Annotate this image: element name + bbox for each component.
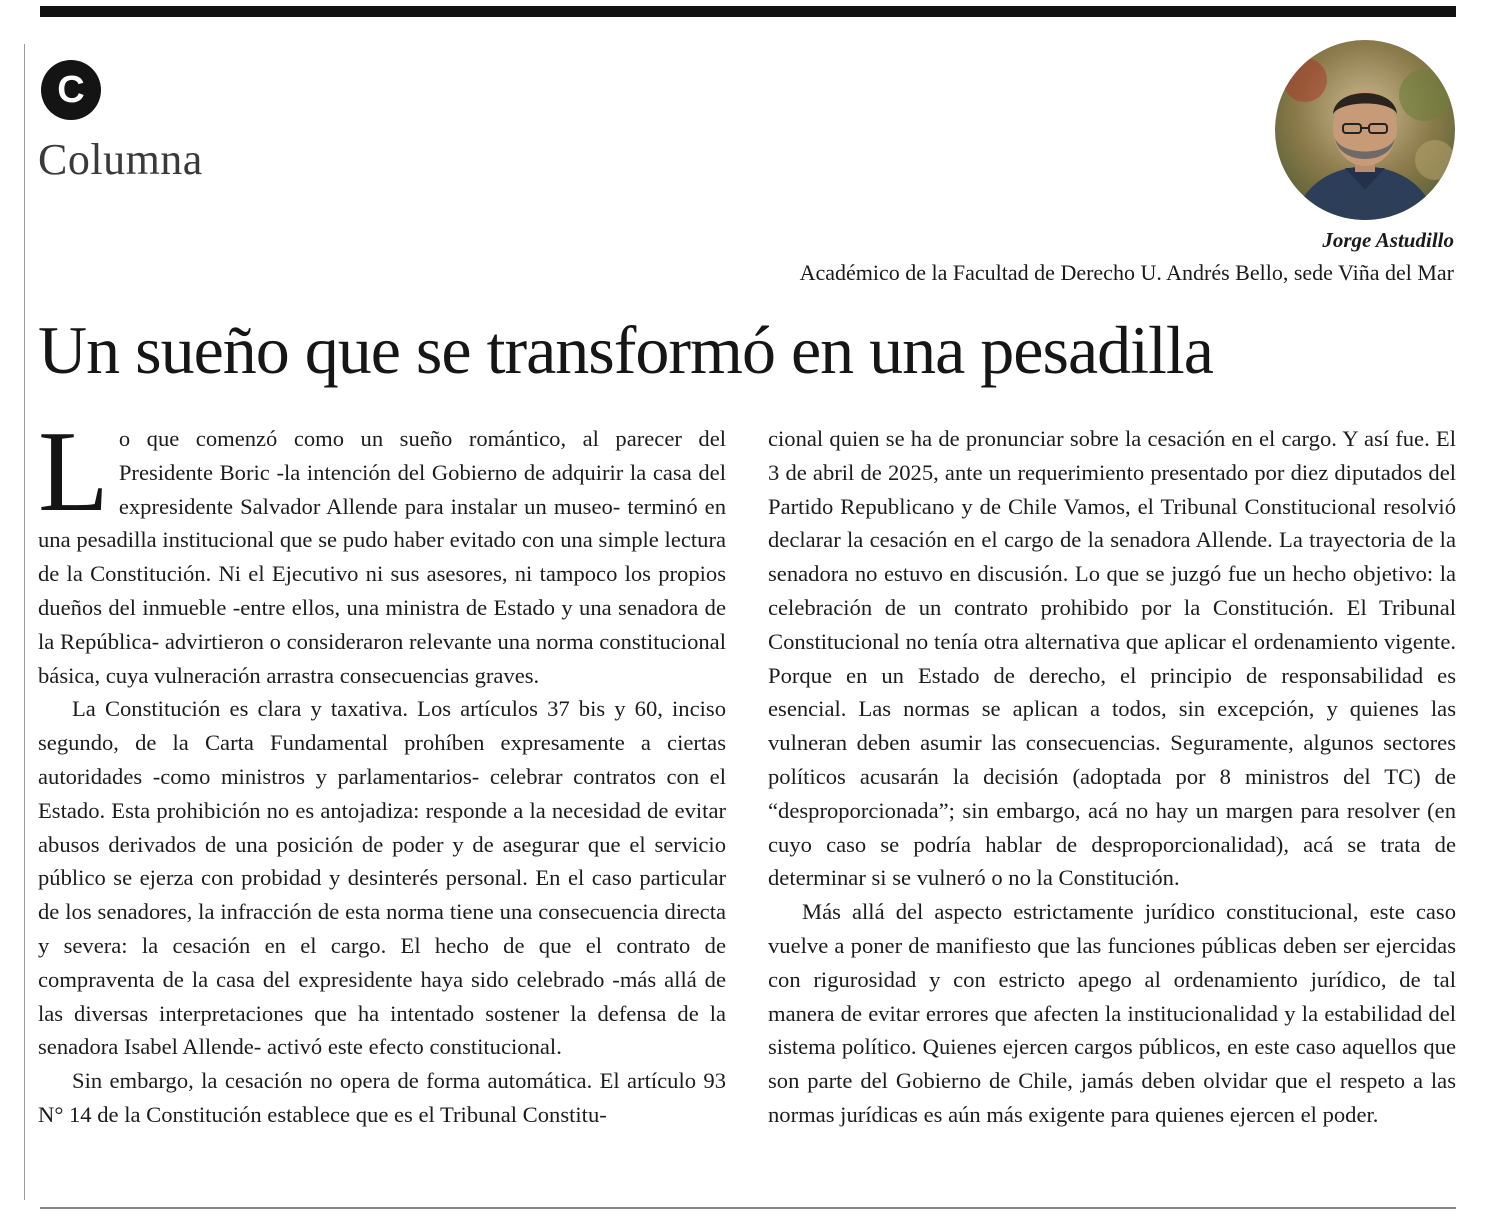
paragraph-3-continued: cional quien se ha de pronunciar sobre la cesación en el cargo. Y así fue. El 3 de abril de 2025, ante un requerimiento presentado por diez diputados del Partido Republicano y de Chile Vamos, el Tribunal Constitucional resolvió declarar la cesación en el cargo de la senadora Allende. La trayectoria de la senadora no estuvo en discusión. Lo que se juzgó fue un hecho objetivo: la celebración de un contrato prohibido por la Constitución. El Tribunal Constitucional no tenía otra alternativa que aplicar el ordenamiento vigente. Porque en un Estado de derecho, el principio de responsabilidad es esencial. Las normas se aplican a todos, sin excepción, y quienes las vulneran deben asumir las consecuencias. Seguramente, algunos sectores políticos acusarán la decisión (adoptada por 8 ministros del TC) de “desproporcionada”; sin embargo, acá no hay un margen para resolver (en cuyo caso se podría hablar de desproporcionalidad), acá se trata de determinar si se vulneró o no la Constitución. [768,426,1456,891]
paragraph-4: Más allá del aspecto estrictamente jurídico constitucional, este caso vuelve a poner de manifiesto que las funciones públicas deben ser ejercidas con rigurosidad y con estricto apego al ordenamiento jurídico, de tal manera de evitar errores que afecten la institucionalidad y la estabilidad del sistema político. Quienes ejercen cargos públicos, en este caso aquellos que son parte del Gobierno de Chile, jamás deben olvidar que el respeto a las normas jurídicas es aún más exigente para quienes ejercen el poder. [768,899,1456,1127]
section-badge-letter: C [57,68,85,111]
drop-cap: L [38,408,109,536]
paragraph-2: La Constitución es clara y taxativa. Los artículos 37 bis y 60, inciso segundo, de la Carta Fundamental prohíben expresamente a ciertas autoridades -como ministros y parlamentarios- celebrar contratos con el Estado. Esta prohibición no es antojadiza: responde a la necesidad de evitar abusos derivados de una posición de poder y de asegurar que el servicio público se ejerza con probidad y desinterés personal. En el caso particular de los senadores, la infracción de esta norma tiene una consecuencia directa y severa: la cesación en el cargo. El hecho de que el contrato de compraventa de la casa del expresidente haya sido celebrado -más allá de las diversas interpretaciones que ha intentado sostener la defensa de la senadora Isabel Allende- activó este efecto constitucional. [38,696,726,1060]
paragraph-1-text: o que comenzó como un sueño romántico, al parecer del Presidente Boric -la intención del Gobierno de adquirir la casa del expresidente Salvador Allende para instalar un museo- terminó en una pesadilla institucional que se pudo haber evitado con una simple lectura de la Constitución. Ni el Ejecutivo ni sus asesores, ni tampoco los propios dueños del inmueble -entre ellos, una ministra de Estado y una senadora de la República- advirtieron o consideraron relevante una norma constitucional básica, cuya vulneración arrastra consecuencias graves. [38,426,726,688]
bottom-rule [40,1207,1456,1209]
section-label: Columna [38,135,203,184]
article-column-left [38,408,726,1132]
top-rule [40,6,1456,17]
author-photo [1275,40,1455,220]
paragraph-3: Sin embargo, la cesación no opera de forma automática. El artículo 93 N° 14 de la Constitución establece que es el Tribunal Constitu- [38,1068,726,1127]
article-column-right [768,422,1456,1132]
paragraph-1 [38,408,726,692]
left-margin-rule [24,44,25,1200]
author-name: Jorge Astudillo [1322,228,1454,252]
article-headline: Un sueño que se transformó en una pesadilla [38,312,1213,388]
section-badge [41,60,101,120]
author-role: Académico de la Facultad de Derecho U. Andrés Bello, sede Viña del Mar [799,260,1454,285]
author-portrait-icon [1275,40,1455,220]
